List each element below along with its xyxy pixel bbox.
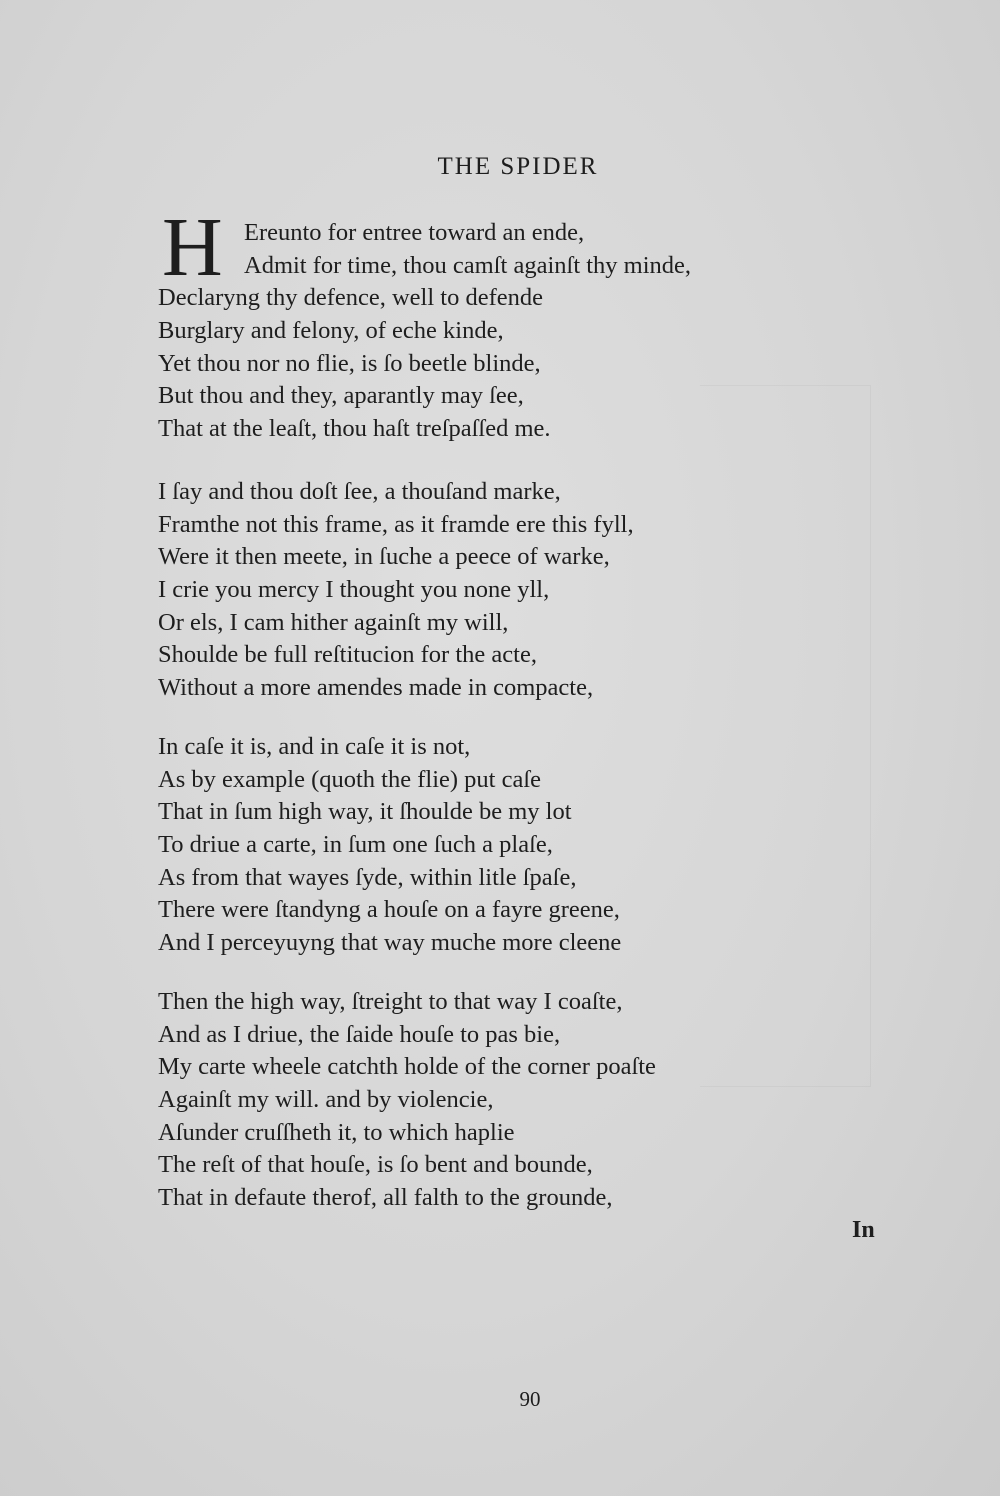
verse-line: My carte wheele catchth holde of the corner poaſte: [158, 1053, 656, 1081]
verse-line: As by example (quoth the flie) put caſe: [158, 765, 542, 793]
verse-line: There were ſtandyng a houſe on a fayre greene,: [158, 896, 620, 924]
verse-line: I ſay and thou doſt ſee, a thouſand marke,: [158, 478, 561, 505]
verse-line: Declaryng thy defence, well to defende: [158, 284, 544, 312]
verse-line: Againſt my will. and by violencie,: [158, 1086, 494, 1114]
verse-line: And as I driue, the ſaide houſe to pas bie,: [158, 1020, 561, 1048]
verse-line: Then the high way, ſtreight to that way I coaſte,: [158, 988, 623, 1015]
verse-line: Were it then meete, in ſuche a peece of warke,: [158, 543, 610, 571]
verse-line: As from that wayes ſyde, within litle ſpaſe,: [158, 863, 577, 891]
verse-line: Without a more amendes made in compacte,: [158, 674, 594, 702]
verse-line: To driue a carte, in ſum one ſuch a plaſe,: [158, 831, 553, 859]
verse-line: I crie you mercy I thought you none yll,: [158, 576, 550, 604]
verse-line: Admit for time, thou camſt againſt thy minde,: [244, 251, 692, 279]
verse-line: Burglary and felony, of eche kinde,: [158, 317, 504, 345]
verse-line: And I perceyuyng that way muche more cleene: [158, 929, 622, 957]
verse-line: Aſunder cruſſheth it, to which haplie: [158, 1118, 515, 1146]
page-number: 90: [519, 1387, 541, 1411]
verse-line: The reſt of that houſe, is ſo bent and bounde,: [158, 1151, 593, 1179]
verse-line: In caſe it is, and in caſe it is not,: [158, 733, 471, 760]
verse-line: That in ſum high way, it ſhoulde be my lot: [158, 798, 572, 826]
poem-title: THE SPIDER: [437, 153, 599, 180]
verse-line: Ereunto for entree toward an ende,: [244, 219, 585, 246]
stanza-4: [158, 986, 878, 1215]
catchword: In: [852, 1217, 875, 1243]
stanza-1: [158, 217, 878, 446]
verse-line: Framthe not this frame, as it framde ere this fyll,: [158, 510, 634, 538]
drop-cap: H: [162, 201, 223, 294]
verse-line: Yet thou nor no flie, is ſo beetle blinde,: [158, 349, 541, 377]
verse-line: But thou and they, aparantly may ſee,: [158, 382, 524, 410]
verse-line: Shoulde be full reſtitucion for the acte,: [158, 641, 537, 669]
verse-line: That at the leaſt, thou haſt treſpaſſed me.: [158, 415, 551, 443]
stanza-3: [158, 731, 878, 960]
verse-line: Or els, I cam hither againſt my will,: [158, 608, 509, 636]
stanza-2: [158, 476, 878, 705]
verse-line: That in defaute therof, all falth to the grounde,: [158, 1184, 613, 1212]
